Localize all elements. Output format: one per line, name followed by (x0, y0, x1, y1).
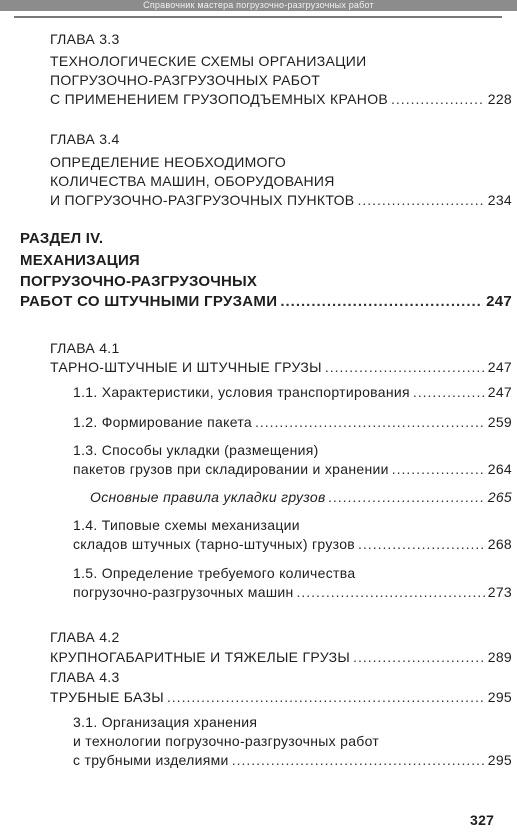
running-title: Справочник мастера погрузочно-разгрузочных работ (143, 0, 374, 10)
page-ref: 247 (486, 293, 512, 310)
chapter-title: КРУПНОГАБАРИТНЫЕ И ТЯЖЕЛЫЕ ГРУЗЫ (50, 649, 351, 665)
page-ref: 247 (487, 359, 512, 375)
subsection-title: 1.2. Формирование пакета (73, 414, 252, 430)
dot-leader (280, 293, 483, 311)
subsection-title-line: складов штучных (тарно-штучных) грузов (73, 536, 356, 552)
page-ref: 228 (487, 91, 512, 107)
toc-entry-ch43[interactable] (50, 688, 512, 706)
dot-leader (297, 583, 485, 601)
subsection-title-line: и технологии погрузочно-разгрузочных работ (73, 733, 380, 749)
chapter-heading: ГЛАВА 4.3 (50, 669, 120, 685)
dot-leader (392, 460, 485, 478)
toc-entry-subsection[interactable] (73, 383, 512, 401)
toc-entry-subsection[interactable] (73, 583, 512, 601)
chapter-title-line: КОЛИЧЕСТВА МАШИН, ОБОРУДОВАНИЯ (50, 173, 335, 189)
chapter-title-line: С ПРИМЕНЕНИЕМ ГРУЗОПОДЪЕМНЫХ КРАНОВ (50, 91, 389, 107)
subsection-title-line: пакетов грузов при складировании и хранении (73, 461, 389, 477)
chapter-title-line: ОПРЕДЕЛЕНИЕ НЕОБХОДИМОГО (50, 154, 287, 170)
subsection-title: 1.1. Характеристики, условия транспортирования (73, 384, 410, 400)
dot-leader (255, 413, 485, 431)
dot-leader (167, 688, 485, 706)
dot-leader (353, 648, 485, 666)
page-ref: 259 (487, 414, 512, 430)
dot-leader (357, 191, 484, 209)
page-ref: 234 (487, 192, 512, 208)
dot-leader (325, 358, 485, 376)
header-rule (14, 16, 502, 18)
page-ref: 265 (487, 489, 512, 505)
chapter-title-line: И ПОГРУЗОЧНО-РАЗГРУЗОЧНЫХ ПУНКТОВ (50, 192, 355, 208)
toc-entry-ch34[interactable] (50, 191, 512, 209)
chapter-title-line: ПОГРУЗОЧНО-РАЗГРУЗОЧНЫХ РАБОТ (50, 72, 321, 88)
subsection-title-line: с трубными изделиями (73, 752, 229, 768)
section-title-line: МЕХАНИЗАЦИЯ (20, 252, 140, 269)
dot-leader (391, 90, 485, 108)
chapter-title-line: ТЕХНОЛОГИЧЕСКИЕ СХЕМЫ ОРГАНИЗАЦИИ (50, 53, 367, 69)
subsection-title-line: 3.1. Организация хранения (73, 714, 258, 730)
section-title-line: ПОГРУЗОЧНО-РАЗГРУЗОЧНЫХ (20, 273, 258, 290)
page-ref: 273 (487, 584, 512, 600)
dot-leader (329, 488, 485, 506)
page-ref: 295 (487, 689, 512, 705)
page-ref: 295 (487, 752, 512, 768)
chapter-title: ТАРНО-ШТУЧНЫЕ И ШТУЧНЫЕ ГРУЗЫ (50, 359, 322, 375)
toc-entry-ch42[interactable] (50, 648, 512, 666)
topic-title: Основные правила укладки грузов (90, 489, 326, 505)
page-number: 327 (470, 812, 495, 828)
subsection-title-line: погрузочно-разгрузочных машин (73, 584, 294, 600)
page-ref: 264 (487, 461, 512, 477)
chapter-heading: ГЛАВА 4.2 (50, 629, 120, 645)
toc-entry-subsection[interactable] (73, 460, 512, 478)
dot-leader (413, 383, 485, 401)
toc-entry-section-4[interactable] (20, 293, 512, 311)
dot-leader (232, 751, 485, 769)
dot-leader (358, 535, 485, 553)
chapter-heading: ГЛАВА 3.3 (50, 31, 120, 47)
chapter-title: ТРУБНЫЕ БАЗЫ (50, 689, 164, 705)
toc-entry-ch41[interactable] (50, 358, 512, 376)
toc-entry-subsection[interactable] (73, 751, 512, 769)
toc-entry-subsection[interactable] (73, 535, 512, 553)
toc-entry-subsection[interactable] (73, 413, 512, 431)
section-title-line: РАБОТ СО ШТУЧНЫМИ ГРУЗАМИ (20, 293, 278, 310)
subsection-title-line: 1.4. Типовые схемы механизации (73, 517, 300, 533)
section-heading: РАЗДЕЛ IV. (20, 230, 104, 247)
chapter-heading: ГЛАВА 3.4 (50, 131, 120, 147)
page-ref: 268 (487, 536, 512, 552)
chapter-heading: ГЛАВА 4.1 (50, 340, 120, 356)
toc-entry-topic[interactable] (90, 488, 512, 506)
toc-entry-ch33[interactable] (50, 90, 512, 108)
page-ref: 289 (487, 649, 512, 665)
subsection-title-line: 1.5. Определение требуемого количества (73, 565, 356, 581)
subsection-title-line: 1.3. Способы укладки (размещения) (73, 442, 319, 458)
page-ref: 247 (487, 384, 512, 400)
